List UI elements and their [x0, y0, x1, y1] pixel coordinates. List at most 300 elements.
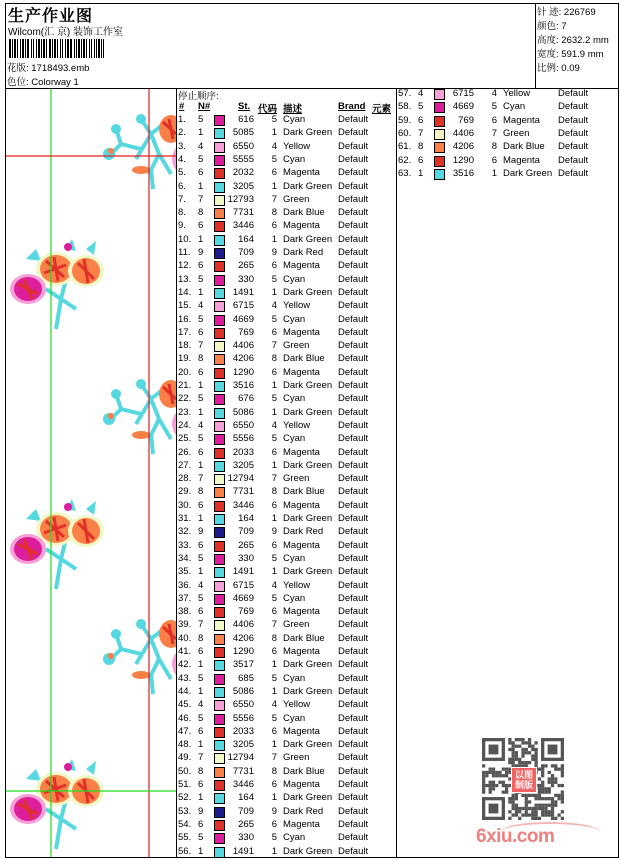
row-index: 38. — [178, 606, 192, 618]
row-index: 47. — [178, 725, 192, 737]
row-brand: Default — [338, 233, 369, 245]
row-code: 6 — [271, 725, 277, 737]
table-row — [178, 686, 394, 699]
row-stitches: 709 — [238, 526, 254, 538]
row-description: Dark Green — [283, 286, 333, 298]
row-index: 1. — [178, 114, 186, 125]
table-row — [178, 167, 394, 180]
row-stitches: 6715 — [452, 88, 474, 99]
table-row — [178, 673, 394, 686]
row-needle: 1 — [198, 739, 204, 751]
row-brand: Default — [338, 446, 369, 458]
table-row — [178, 646, 394, 659]
row-code: 8 — [271, 486, 277, 498]
row-code: 6 — [271, 366, 277, 378]
row-index: 26. — [178, 446, 192, 458]
table-row — [398, 128, 614, 141]
info-colors — [537, 18, 567, 32]
row-stitches: 164 — [238, 792, 254, 804]
row-brand: Default — [338, 579, 369, 591]
row-description: Cyan — [283, 832, 306, 844]
row-index: 28. — [178, 473, 192, 485]
table-row — [178, 699, 394, 712]
row-brand: Default — [338, 552, 369, 564]
row-stitches: 6715 — [232, 579, 254, 591]
row-code: 5 — [271, 114, 277, 125]
row-stitches: 5086 — [232, 406, 254, 418]
table-row — [178, 633, 394, 646]
table-row — [178, 486, 394, 499]
row-brand: Default — [338, 114, 369, 125]
row-description: Dark Red — [283, 526, 324, 538]
row-description: Dark Green — [283, 739, 333, 751]
row-brand: Default — [338, 180, 369, 192]
row-needle: 5 — [198, 393, 204, 405]
row-index: 27. — [178, 459, 192, 471]
row-code: 8 — [271, 632, 277, 644]
row-brand: Default — [338, 220, 369, 232]
row-code: 5 — [271, 552, 277, 564]
row-brand: Default — [338, 353, 369, 365]
row-code: 1 — [271, 685, 277, 697]
row-description: Magenta — [283, 725, 320, 737]
design-preview — [6, 89, 176, 857]
stitches-label: 针 迹: — [537, 7, 562, 18]
row-description: Green — [283, 752, 310, 764]
row-description: Dark Red — [283, 805, 324, 817]
row-stitches: 5556 — [232, 433, 254, 445]
stop-sequence-title: 停止顺序: — [178, 91, 219, 102]
row-needle: 1 — [198, 286, 204, 298]
barcode — [9, 39, 106, 58]
row-description: Cyan — [283, 393, 306, 405]
row-needle: 6 — [198, 606, 204, 618]
row-brand: Default — [338, 619, 369, 631]
row-description: Dark Green — [283, 406, 333, 418]
row-description: Cyan — [283, 672, 306, 684]
row-description: Green — [503, 127, 530, 139]
row-description: Green — [283, 193, 310, 205]
row-code: 5 — [271, 592, 277, 604]
row-brand: Default — [338, 193, 369, 205]
table-row — [178, 393, 394, 406]
row-code: 4 — [491, 88, 497, 99]
row-stitches: 3516 — [232, 380, 254, 391]
row-brand: Default — [338, 659, 369, 671]
row-needle: 5 — [198, 592, 204, 604]
row-code: 5 — [491, 101, 497, 113]
row-description: Cyan — [283, 114, 306, 125]
row-stitches: 7731 — [232, 207, 254, 219]
row-index: 33. — [178, 539, 192, 551]
row-code: 1 — [271, 406, 277, 418]
row-needle: 1 — [198, 845, 204, 857]
row-needle: 1 — [198, 180, 204, 192]
table-row — [398, 101, 614, 114]
row-description: Magenta — [503, 114, 540, 126]
colors-label: 颜色: — [537, 21, 559, 32]
row-description: Cyan — [283, 273, 306, 285]
row-needle: 5 — [198, 672, 204, 684]
seal-text: 以图制版 — [514, 770, 533, 790]
row-stitches: 5085 — [232, 127, 254, 139]
colors-value: 7 — [561, 21, 567, 32]
row-index: 8. — [178, 207, 186, 219]
row-stitches: 5556 — [232, 712, 254, 724]
row-stitches: 265 — [238, 818, 254, 830]
row-index: 49. — [178, 752, 192, 764]
row-code: 8 — [271, 353, 277, 365]
table-row — [178, 500, 394, 513]
info-scale — [537, 60, 580, 74]
row-index: 21. — [178, 380, 192, 391]
row-index: 29. — [178, 486, 192, 498]
table-row — [178, 407, 394, 420]
row-code: 5 — [271, 313, 277, 325]
row-code: 1 — [271, 513, 277, 524]
row-code: 6 — [271, 220, 277, 232]
design-file — [7, 60, 89, 74]
row-brand: Default — [338, 366, 369, 378]
row-brand: Default — [338, 685, 369, 697]
row-stitches: 6550 — [232, 419, 254, 431]
row-brand: Default — [338, 313, 369, 325]
row-index: 54. — [178, 818, 192, 830]
row-code: 1 — [271, 127, 277, 139]
row-index: 57. — [398, 88, 412, 99]
table-row — [178, 380, 394, 393]
row-index: 39. — [178, 619, 192, 631]
row-brand: Default — [338, 712, 369, 724]
row-code: 7 — [491, 127, 497, 139]
row-needle: 5 — [198, 832, 204, 844]
table-row — [178, 194, 394, 207]
table-row — [178, 779, 394, 792]
table-row — [178, 327, 394, 340]
row-description: Dark Green — [283, 845, 333, 857]
row-stitches: 330 — [238, 552, 254, 564]
row-code: 6 — [271, 446, 277, 458]
row-needle: 6 — [198, 818, 204, 830]
row-needle: 6 — [198, 646, 204, 657]
row-index: 23. — [178, 406, 192, 418]
row-index: 53. — [178, 805, 192, 817]
row-index: 24. — [178, 419, 192, 431]
row-description: Dark Blue — [283, 207, 325, 219]
row-code: 4 — [271, 419, 277, 431]
table-row — [178, 766, 394, 779]
row-description: Magenta — [503, 154, 540, 166]
row-brand: Default — [338, 486, 369, 498]
row-stitches: 769 — [458, 114, 474, 126]
row-code: 1 — [271, 180, 277, 192]
row-stitches: 265 — [238, 260, 254, 272]
row-needle: 5 — [418, 101, 424, 113]
row-description: Magenta — [283, 606, 320, 618]
table-row — [178, 154, 394, 167]
row-description: Yellow — [283, 300, 311, 312]
table-row — [178, 513, 394, 526]
row-description: Dark Green — [283, 792, 333, 804]
row-brand: Default — [338, 300, 369, 312]
table-row — [178, 314, 394, 327]
row-index: 3. — [178, 140, 186, 152]
table-row — [178, 300, 394, 313]
row-description: Magenta — [283, 167, 320, 179]
row-code: 6 — [491, 114, 497, 126]
row-description: Yellow — [283, 699, 311, 711]
row-stitches: 1491 — [232, 566, 254, 578]
row-code: 1 — [271, 739, 277, 751]
row-code: 7 — [271, 193, 277, 205]
row-needle: 6 — [198, 446, 204, 458]
row-needle: 6 — [198, 167, 204, 179]
row-index: 12. — [178, 260, 192, 272]
row-stitches: 709 — [238, 805, 254, 817]
row-brand: Default — [338, 792, 369, 804]
row-stitches: 4206 — [232, 353, 254, 365]
row-stitches: 1491 — [232, 845, 254, 857]
row-stitches: 4206 — [452, 141, 474, 153]
row-description: Magenta — [283, 779, 320, 790]
table-row — [178, 207, 394, 220]
row-needle: 7 — [198, 619, 204, 631]
table-row — [178, 220, 394, 233]
row-description: Dark Green — [283, 685, 333, 697]
row-code: 1 — [271, 566, 277, 578]
row-needle: 7 — [198, 752, 204, 764]
row-stitches: 709 — [238, 247, 254, 258]
row-index: 62. — [398, 154, 412, 166]
row-needle: 5 — [198, 712, 204, 724]
row-brand: Default — [338, 646, 369, 657]
col-header-description: 描述 — [283, 104, 303, 115]
row-code: 9 — [271, 805, 277, 817]
row-needle: 6 — [198, 539, 204, 551]
row-stitches: 6550 — [232, 699, 254, 711]
row-index: 13. — [178, 273, 192, 285]
row-brand: Default — [338, 167, 369, 179]
row-brand: Default — [338, 393, 369, 405]
row-needle: 1 — [418, 167, 424, 179]
height-value: 2632.2 mm — [561, 35, 609, 46]
row-needle: 5 — [198, 552, 204, 564]
row-index: 7. — [178, 193, 186, 205]
row-index: 34. — [178, 552, 192, 564]
colorway — [7, 74, 79, 88]
table-row — [178, 619, 394, 632]
row-code: 6 — [271, 646, 277, 657]
width-value: 591.9 mm — [561, 49, 604, 60]
row-needle: 8 — [198, 207, 204, 219]
col-header-needle: N# — [198, 101, 211, 112]
row-description: Cyan — [503, 101, 526, 113]
row-brand: Default — [338, 805, 369, 817]
row-code: 1 — [271, 845, 277, 857]
row-stitches: 6715 — [232, 300, 254, 312]
table-row — [398, 155, 614, 168]
row-stitches: 2033 — [232, 446, 254, 458]
preview-divider — [176, 88, 177, 858]
table-row — [398, 88, 614, 101]
row-description: Green — [283, 619, 310, 631]
row-description: Green — [283, 340, 310, 352]
table-row — [178, 234, 394, 247]
row-code: 4 — [271, 699, 277, 711]
row-index: 17. — [178, 326, 192, 338]
row-needle: 1 — [198, 233, 204, 245]
table-row — [178, 593, 394, 606]
row-description: Dark Green — [283, 380, 333, 391]
table-row — [178, 846, 394, 859]
row-index: 5. — [178, 167, 186, 179]
row-stitches: 5086 — [232, 685, 254, 697]
table-row — [178, 141, 394, 154]
row-needle: 1 — [198, 659, 204, 671]
row-description: Cyan — [283, 433, 306, 445]
row-code: 5 — [271, 672, 277, 684]
table-row — [178, 433, 394, 446]
row-code: 6 — [271, 539, 277, 551]
row-stitches: 3446 — [232, 499, 254, 511]
row-description: Green — [283, 473, 310, 485]
row-needle: 9 — [198, 247, 204, 258]
col-header-brand: Brand — [338, 101, 366, 112]
row-code: 5 — [271, 832, 277, 844]
table-row — [398, 141, 614, 154]
row-stitches: 4669 — [232, 592, 254, 604]
row-needle: 1 — [198, 127, 204, 139]
row-stitches: 685 — [238, 672, 254, 684]
row-index: 4. — [178, 153, 186, 165]
row-index: 20. — [178, 366, 192, 378]
row-brand: Default — [338, 566, 369, 578]
table-row — [178, 832, 394, 845]
row-brand: Default — [338, 672, 369, 684]
row-description: Dark Red — [283, 247, 324, 258]
row-stitches: 7731 — [232, 765, 254, 777]
table-row — [178, 460, 394, 473]
row-description: Magenta — [283, 446, 320, 458]
row-brand: Default — [338, 592, 369, 604]
row-brand: Default — [558, 88, 589, 99]
table-row — [178, 806, 394, 819]
row-code: 5 — [271, 393, 277, 405]
row-description: Yellow — [283, 579, 311, 591]
row-needle: 6 — [198, 779, 204, 790]
row-description: Magenta — [283, 260, 320, 272]
row-index: 16. — [178, 313, 192, 325]
table-row — [178, 819, 394, 832]
col-header-code: 代码 — [258, 104, 278, 115]
info-width — [537, 46, 604, 60]
row-needle: 4 — [418, 88, 424, 99]
row-brand: Default — [338, 539, 369, 551]
row-stitches: 769 — [238, 326, 254, 338]
row-index: 14. — [178, 286, 192, 298]
row-code: 1 — [271, 233, 277, 245]
row-stitches: 164 — [238, 513, 254, 524]
row-index: 58. — [398, 101, 412, 113]
row-index: 9. — [178, 220, 186, 232]
row-index: 25. — [178, 433, 192, 445]
design-value: 1718493.emb — [31, 63, 90, 74]
row-description: Cyan — [283, 552, 306, 564]
row-needle: 8 — [198, 353, 204, 365]
table-row — [178, 287, 394, 300]
row-stitches: 3446 — [232, 220, 254, 232]
row-brand: Default — [558, 127, 589, 139]
table-row — [178, 181, 394, 194]
row-stitches: 6550 — [232, 140, 254, 152]
row-index: 40. — [178, 632, 192, 644]
table-row — [178, 420, 394, 433]
row-index: 44. — [178, 685, 192, 697]
row-brand: Default — [338, 419, 369, 431]
table-row — [178, 114, 394, 127]
table-column-divider — [396, 88, 397, 858]
row-index: 51. — [178, 779, 192, 790]
row-code: 6 — [271, 326, 277, 338]
row-needle: 4 — [198, 140, 204, 152]
row-code: 6 — [491, 154, 497, 166]
row-index: 63. — [398, 167, 412, 179]
row-index: 31. — [178, 513, 192, 524]
row-needle: 8 — [198, 486, 204, 498]
page-title: 生产作业图 — [8, 8, 94, 25]
row-description: Cyan — [283, 153, 306, 165]
table-row — [178, 580, 394, 593]
row-stitches: 4406 — [452, 127, 474, 139]
row-stitches: 3205 — [232, 180, 254, 192]
row-code: 6 — [271, 499, 277, 511]
info-stitches — [537, 4, 596, 18]
row-brand: Default — [338, 513, 369, 524]
colorway-value: Colorway 1 — [31, 77, 79, 88]
row-brand: Default — [338, 752, 369, 764]
row-needle: 4 — [198, 419, 204, 431]
row-brand: Default — [338, 140, 369, 152]
watermark-logo: 6xiu.com — [476, 826, 555, 847]
row-description: Cyan — [283, 592, 306, 604]
row-needle: 9 — [198, 805, 204, 817]
row-description: Cyan — [283, 712, 306, 724]
row-stitches: 12794 — [227, 752, 254, 764]
row-code: 9 — [271, 247, 277, 258]
row-brand: Default — [338, 459, 369, 471]
scale-value: 0.09 — [561, 63, 580, 74]
row-brand: Default — [338, 699, 369, 711]
row-needle: 6 — [418, 114, 424, 126]
row-code: 1 — [271, 380, 277, 391]
row-index: 32. — [178, 526, 192, 538]
row-needle: 6 — [198, 366, 204, 378]
row-description: Magenta — [283, 818, 320, 830]
row-index: 46. — [178, 712, 192, 724]
row-description: Magenta — [283, 326, 320, 338]
row-code: 1 — [271, 286, 277, 298]
row-index: 36. — [178, 579, 192, 591]
row-brand: Default — [558, 114, 589, 126]
col-header-index: # — [179, 101, 185, 112]
row-description: Dark Blue — [283, 353, 325, 365]
row-code: 4 — [271, 579, 277, 591]
row-needle: 6 — [418, 154, 424, 166]
row-index: 55. — [178, 832, 192, 844]
row-stitches: 1290 — [452, 154, 474, 166]
row-code: 1 — [271, 792, 277, 804]
row-needle: 8 — [198, 632, 204, 644]
